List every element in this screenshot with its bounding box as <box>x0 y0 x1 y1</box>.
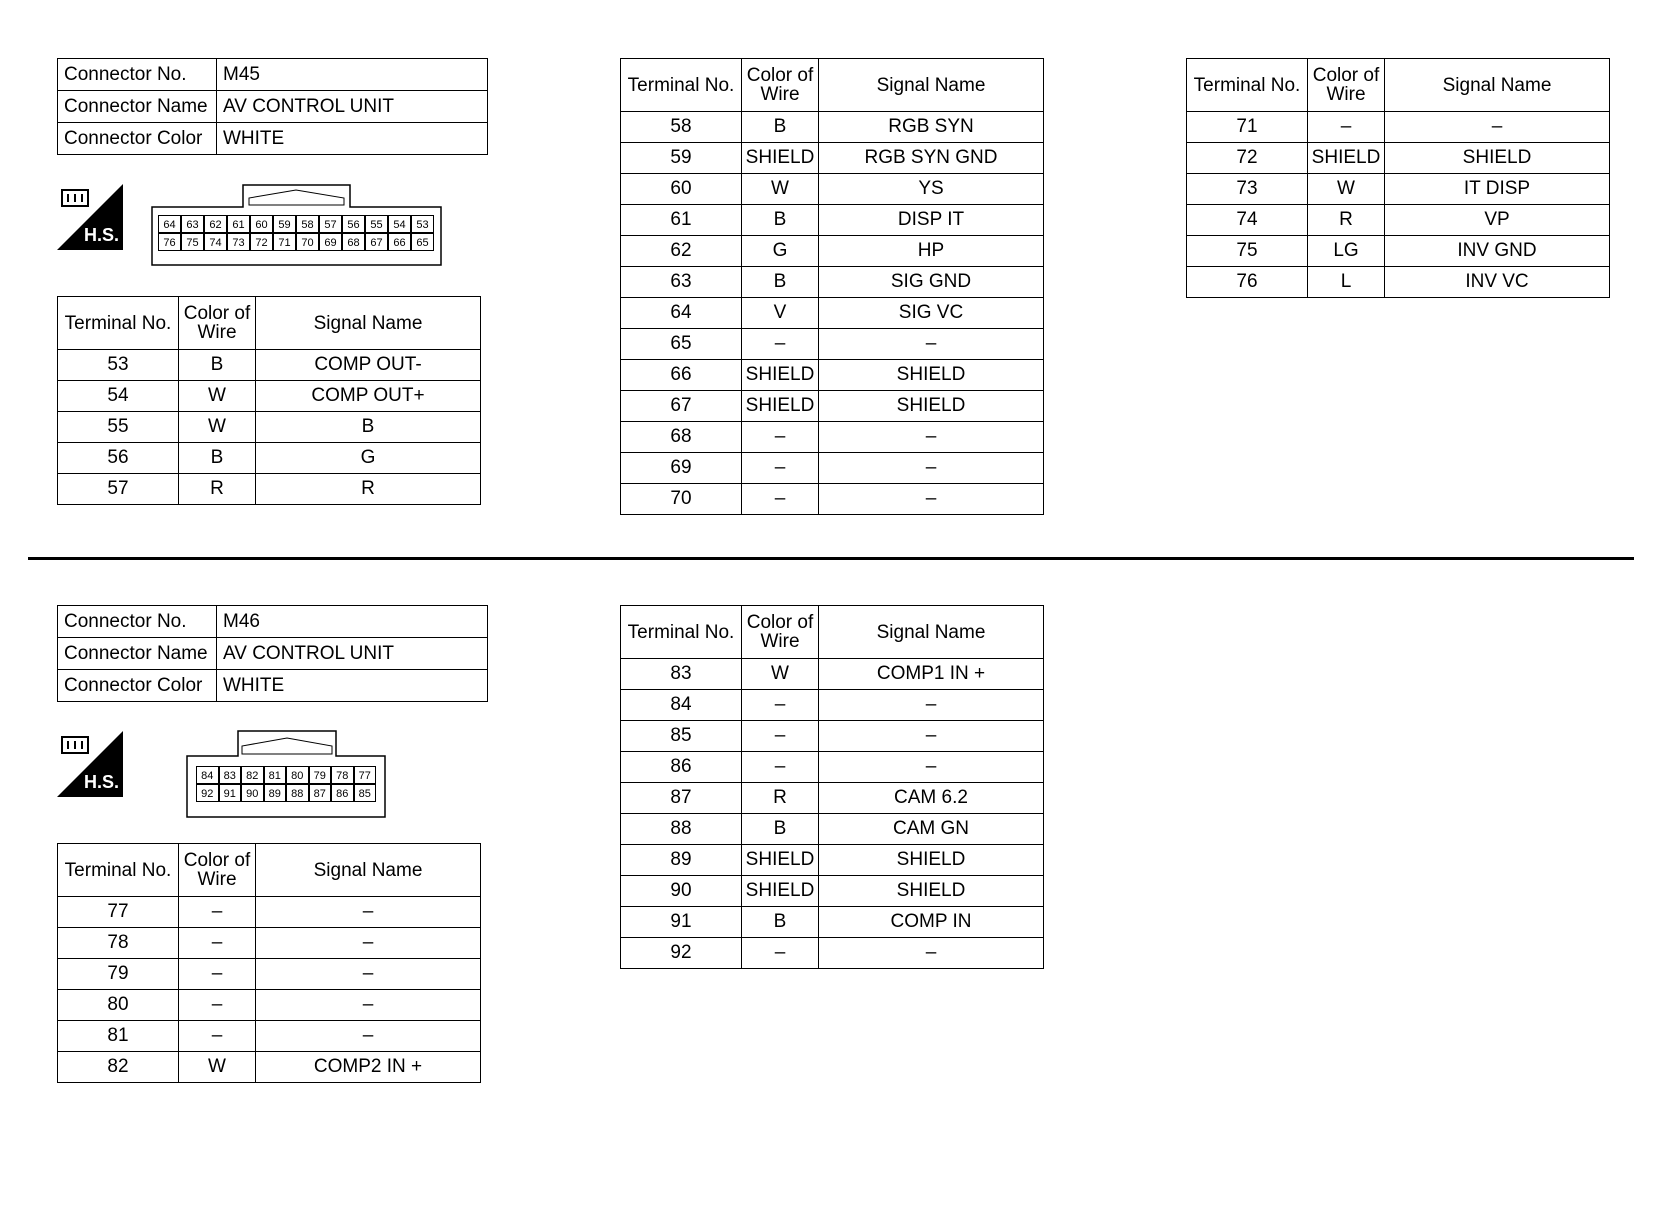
connector-pin: 75 <box>181 233 204 251</box>
connector-pin: 59 <box>273 215 296 233</box>
connector-pin: 78 <box>331 766 354 784</box>
wire-color: V <box>742 298 819 329</box>
signal-name: – <box>819 484 1044 515</box>
wire-color: – <box>179 1021 256 1052</box>
terminal-number: 61 <box>621 205 742 236</box>
wire-color: SHIELD <box>742 360 819 391</box>
signal-name: CAM 6.2 <box>819 783 1044 814</box>
table-row <box>58 990 481 1021</box>
terminal-number: 58 <box>621 112 742 143</box>
terminal-number: 81 <box>58 1021 179 1052</box>
info-row <box>58 670 488 702</box>
connector-pin: 53 <box>411 215 434 233</box>
color-header: Color of Wire <box>179 297 256 350</box>
table-row <box>621 907 1044 938</box>
terminal-number: 86 <box>621 752 742 783</box>
wire-color: SHIELD <box>742 845 819 876</box>
connector-pin: 57 <box>319 215 342 233</box>
table-row <box>1187 205 1610 236</box>
connector-pin: 89 <box>264 784 287 802</box>
signal-name: INV GND <box>1385 236 1610 267</box>
terminal-number: 80 <box>58 990 179 1021</box>
signal-name: – <box>819 453 1044 484</box>
connector-pin: 86 <box>331 784 354 802</box>
terminal-number: 83 <box>621 659 742 690</box>
info-row <box>58 606 488 638</box>
terminal-number: 89 <box>621 845 742 876</box>
connector-pin: 72 <box>250 233 273 251</box>
table-row <box>58 350 481 381</box>
connector-pin: 62 <box>204 215 227 233</box>
signal-header: Signal Name <box>256 297 481 350</box>
connector-pin: 63 <box>181 215 204 233</box>
signal-name: G <box>256 443 481 474</box>
terminal-number: 74 <box>1187 205 1308 236</box>
info-label: Connector Color <box>58 123 217 155</box>
signal-name: B <box>256 412 481 443</box>
signal-name: – <box>819 690 1044 721</box>
wire-color: – <box>179 928 256 959</box>
wire-color: W <box>742 174 819 205</box>
connector-name: AV CONTROL UNIT <box>217 638 488 670</box>
table-row <box>621 721 1044 752</box>
table-row <box>621 143 1044 174</box>
signal-name: – <box>1385 112 1610 143</box>
connector-pin: 56 <box>342 215 365 233</box>
connector-pin: 81 <box>264 766 287 784</box>
wire-color: B <box>742 112 819 143</box>
wire-color: B <box>179 350 256 381</box>
connector-pin: 54 <box>388 215 411 233</box>
signal-name: SHIELD <box>819 876 1044 907</box>
wire-color: R <box>742 783 819 814</box>
terminal-number: 60 <box>621 174 742 205</box>
terminal-number: 57 <box>58 474 179 505</box>
signal-header: Signal Name <box>1385 59 1610 112</box>
terminal-number: 70 <box>621 484 742 515</box>
connector-pin: 74 <box>204 233 227 251</box>
terminal-number: 85 <box>621 721 742 752</box>
terminal-header: Terminal No. <box>58 297 179 350</box>
info-row <box>58 638 488 670</box>
signal-name: – <box>256 959 481 990</box>
table-row <box>58 381 481 412</box>
table-row <box>621 814 1044 845</box>
table-row <box>58 474 481 505</box>
wire-color: W <box>179 412 256 443</box>
table-row <box>621 267 1044 298</box>
terminal-number: 65 <box>621 329 742 360</box>
table-row <box>621 484 1044 515</box>
m46-connector-diagram <box>186 730 386 818</box>
terminal-table-53-57 <box>57 296 481 505</box>
terminal-number: 76 <box>1187 267 1308 298</box>
harness-side-icon <box>57 731 123 797</box>
connector-glyph-icon <box>60 188 90 210</box>
terminal-number: 69 <box>621 453 742 484</box>
connector-pin: 91 <box>219 784 242 802</box>
connector-name: AV CONTROL UNIT <box>217 91 488 123</box>
table-row <box>1187 236 1610 267</box>
terminal-number: 82 <box>58 1052 179 1083</box>
terminal-number: 67 <box>621 391 742 422</box>
wire-color: R <box>1308 205 1385 236</box>
table-row <box>621 174 1044 205</box>
table-row <box>621 876 1044 907</box>
connector-pin: 61 <box>227 215 250 233</box>
wire-color: SHIELD <box>742 391 819 422</box>
terminal-number: 62 <box>621 236 742 267</box>
terminal-number: 90 <box>621 876 742 907</box>
wire-color: – <box>742 453 819 484</box>
table-row <box>621 112 1044 143</box>
table-row <box>621 752 1044 783</box>
connector-pin: 79 <box>309 766 332 784</box>
signal-name: SHIELD <box>1385 143 1610 174</box>
signal-name: DISP IT <box>819 205 1044 236</box>
wire-color: – <box>742 721 819 752</box>
connector-color: WHITE <box>217 123 488 155</box>
connector-pin: 71 <box>273 233 296 251</box>
signal-name: RGB SYN GND <box>819 143 1044 174</box>
terminal-number: 88 <box>621 814 742 845</box>
info-row <box>58 59 488 91</box>
wire-color: – <box>179 959 256 990</box>
wire-color: – <box>742 938 819 969</box>
table-row <box>58 897 481 928</box>
terminal-number: 77 <box>58 897 179 928</box>
signal-name: COMP1 IN + <box>819 659 1044 690</box>
signal-name: – <box>256 928 481 959</box>
connector-pin: 58 <box>296 215 319 233</box>
hs-label: H.S. <box>83 225 119 245</box>
terminal-number: 68 <box>621 422 742 453</box>
signal-header: Signal Name <box>256 844 481 897</box>
terminal-table-58-70 <box>620 58 1044 515</box>
table-row <box>621 205 1044 236</box>
table-row <box>1187 174 1610 205</box>
table-row <box>621 659 1044 690</box>
terminal-number: 73 <box>1187 174 1308 205</box>
wire-color: – <box>1308 112 1385 143</box>
terminal-number: 87 <box>621 783 742 814</box>
signal-name: CAM GN <box>819 814 1044 845</box>
connector-pin: 66 <box>388 233 411 251</box>
connector-pin: 65 <box>411 233 434 251</box>
table-row <box>621 236 1044 267</box>
info-row <box>58 123 488 155</box>
wire-color: LG <box>1308 236 1385 267</box>
signal-name: SIG VC <box>819 298 1044 329</box>
connector-pin: 88 <box>286 784 309 802</box>
connector-pin: 77 <box>354 766 377 784</box>
connector-pin: 92 <box>196 784 219 802</box>
signal-name: – <box>256 897 481 928</box>
table-row <box>621 298 1044 329</box>
signal-name: SHIELD <box>819 360 1044 391</box>
connector-pin: 70 <box>296 233 319 251</box>
signal-name: – <box>256 990 481 1021</box>
signal-header: Signal Name <box>819 606 1044 659</box>
connector-pin: 68 <box>342 233 365 251</box>
color-header: Color of Wire <box>742 606 819 659</box>
wire-color: – <box>742 752 819 783</box>
signal-name: – <box>819 422 1044 453</box>
signal-name: COMP IN <box>819 907 1044 938</box>
connector-color: WHITE <box>217 670 488 702</box>
connector-pin: 55 <box>365 215 388 233</box>
hs-label: H.S. <box>83 772 119 792</box>
signal-name: INV VC <box>1385 267 1610 298</box>
terminal-number: 54 <box>58 381 179 412</box>
terminal-number: 71 <box>1187 112 1308 143</box>
terminal-number: 84 <box>621 690 742 721</box>
info-row <box>58 91 488 123</box>
wire-color: W <box>179 381 256 412</box>
wire-color: SHIELD <box>742 143 819 174</box>
terminal-number: 78 <box>58 928 179 959</box>
connector-number: M46 <box>217 606 488 638</box>
connector-pin: 85 <box>354 784 377 802</box>
terminal-number: 53 <box>58 350 179 381</box>
wire-color: – <box>742 690 819 721</box>
table-row <box>621 783 1044 814</box>
m46-connector-info-table <box>57 605 488 702</box>
section-divider <box>28 557 1634 560</box>
terminal-number: 55 <box>58 412 179 443</box>
terminal-number: 59 <box>621 143 742 174</box>
connector-pin: 87 <box>309 784 332 802</box>
table-row <box>621 938 1044 969</box>
terminal-header: Terminal No. <box>58 844 179 897</box>
signal-name: SHIELD <box>819 845 1044 876</box>
wire-color: B <box>742 205 819 236</box>
terminal-number: 79 <box>58 959 179 990</box>
table-row <box>621 391 1044 422</box>
connector-pin: 60 <box>250 215 273 233</box>
color-header: Color of Wire <box>742 59 819 112</box>
table-row <box>58 1021 481 1052</box>
info-label: Connector No. <box>58 59 217 91</box>
wire-color: SHIELD <box>1308 143 1385 174</box>
terminal-table-83-92 <box>620 605 1044 969</box>
wire-color: B <box>742 907 819 938</box>
terminal-number: 66 <box>621 360 742 391</box>
connector-pin: 76 <box>158 233 181 251</box>
table-row <box>1187 112 1610 143</box>
signal-name: – <box>819 329 1044 360</box>
info-label: Connector No. <box>58 606 217 638</box>
wire-color: G <box>742 236 819 267</box>
terminal-header: Terminal No. <box>621 606 742 659</box>
info-label: Connector Name <box>58 638 217 670</box>
m45-connector-diagram <box>151 184 442 266</box>
terminal-table-77-82 <box>57 843 481 1083</box>
connector-pin: 83 <box>219 766 242 784</box>
signal-name: – <box>819 938 1044 969</box>
terminal-table-71-76 <box>1186 58 1610 298</box>
table-row <box>1187 143 1610 174</box>
terminal-number: 72 <box>1187 143 1308 174</box>
table-row <box>621 360 1044 391</box>
signal-header: Signal Name <box>819 59 1044 112</box>
signal-name: – <box>819 721 1044 752</box>
harness-side-icon <box>57 184 123 250</box>
table-row <box>58 412 481 443</box>
signal-name: COMP2 IN + <box>256 1052 481 1083</box>
connector-number: M45 <box>217 59 488 91</box>
info-label: Connector Name <box>58 91 217 123</box>
wire-color: R <box>179 474 256 505</box>
signal-name: IT DISP <box>1385 174 1610 205</box>
signal-name: SIG GND <box>819 267 1044 298</box>
wire-color: – <box>742 329 819 360</box>
connector-pin: 80 <box>286 766 309 784</box>
table-row <box>621 845 1044 876</box>
connector-glyph-icon <box>60 735 90 757</box>
wire-color: W <box>179 1052 256 1083</box>
table-row <box>621 690 1044 721</box>
signal-name: VP <box>1385 205 1610 236</box>
signal-name: COMP OUT+ <box>256 381 481 412</box>
wire-color: B <box>179 443 256 474</box>
color-header: Color of Wire <box>179 844 256 897</box>
terminal-number: 56 <box>58 443 179 474</box>
m45-connector-info-table <box>57 58 488 155</box>
signal-name: – <box>256 1021 481 1052</box>
wire-color: – <box>179 897 256 928</box>
table-row <box>1187 267 1610 298</box>
terminal-number: 64 <box>621 298 742 329</box>
table-row <box>621 453 1044 484</box>
connector-pin: 84 <box>196 766 219 784</box>
terminal-number: 63 <box>621 267 742 298</box>
connector-pin: 90 <box>241 784 264 802</box>
color-header: Color of Wire <box>1308 59 1385 112</box>
wire-color: W <box>742 659 819 690</box>
wire-color: SHIELD <box>742 876 819 907</box>
table-row <box>621 422 1044 453</box>
signal-name: YS <box>819 174 1044 205</box>
wire-color: B <box>742 814 819 845</box>
table-row <box>58 443 481 474</box>
table-row <box>58 928 481 959</box>
terminal-number: 91 <box>621 907 742 938</box>
table-row <box>58 1052 481 1083</box>
terminal-header: Terminal No. <box>621 59 742 112</box>
connector-pin: 73 <box>227 233 250 251</box>
terminal-number: 75 <box>1187 236 1308 267</box>
terminal-header: Terminal No. <box>1187 59 1308 112</box>
wire-color: W <box>1308 174 1385 205</box>
signal-name: COMP OUT- <box>256 350 481 381</box>
signal-name: HP <box>819 236 1044 267</box>
connector-pin: 67 <box>365 233 388 251</box>
connector-pin: 82 <box>241 766 264 784</box>
connector-pin: 64 <box>158 215 181 233</box>
wire-color: L <box>1308 267 1385 298</box>
m46-pin-grid <box>196 766 376 802</box>
wire-color: – <box>742 484 819 515</box>
signal-name: SHIELD <box>819 391 1044 422</box>
signal-name: RGB SYN <box>819 112 1044 143</box>
table-row <box>621 329 1044 360</box>
m45-pin-grid <box>158 215 434 251</box>
wire-color: – <box>742 422 819 453</box>
signal-name: – <box>819 752 1044 783</box>
wire-color: B <box>742 267 819 298</box>
connector-pin: 69 <box>319 233 342 251</box>
table-row <box>58 959 481 990</box>
terminal-number: 92 <box>621 938 742 969</box>
signal-name: R <box>256 474 481 505</box>
info-label: Connector Color <box>58 670 217 702</box>
wire-color: – <box>179 990 256 1021</box>
